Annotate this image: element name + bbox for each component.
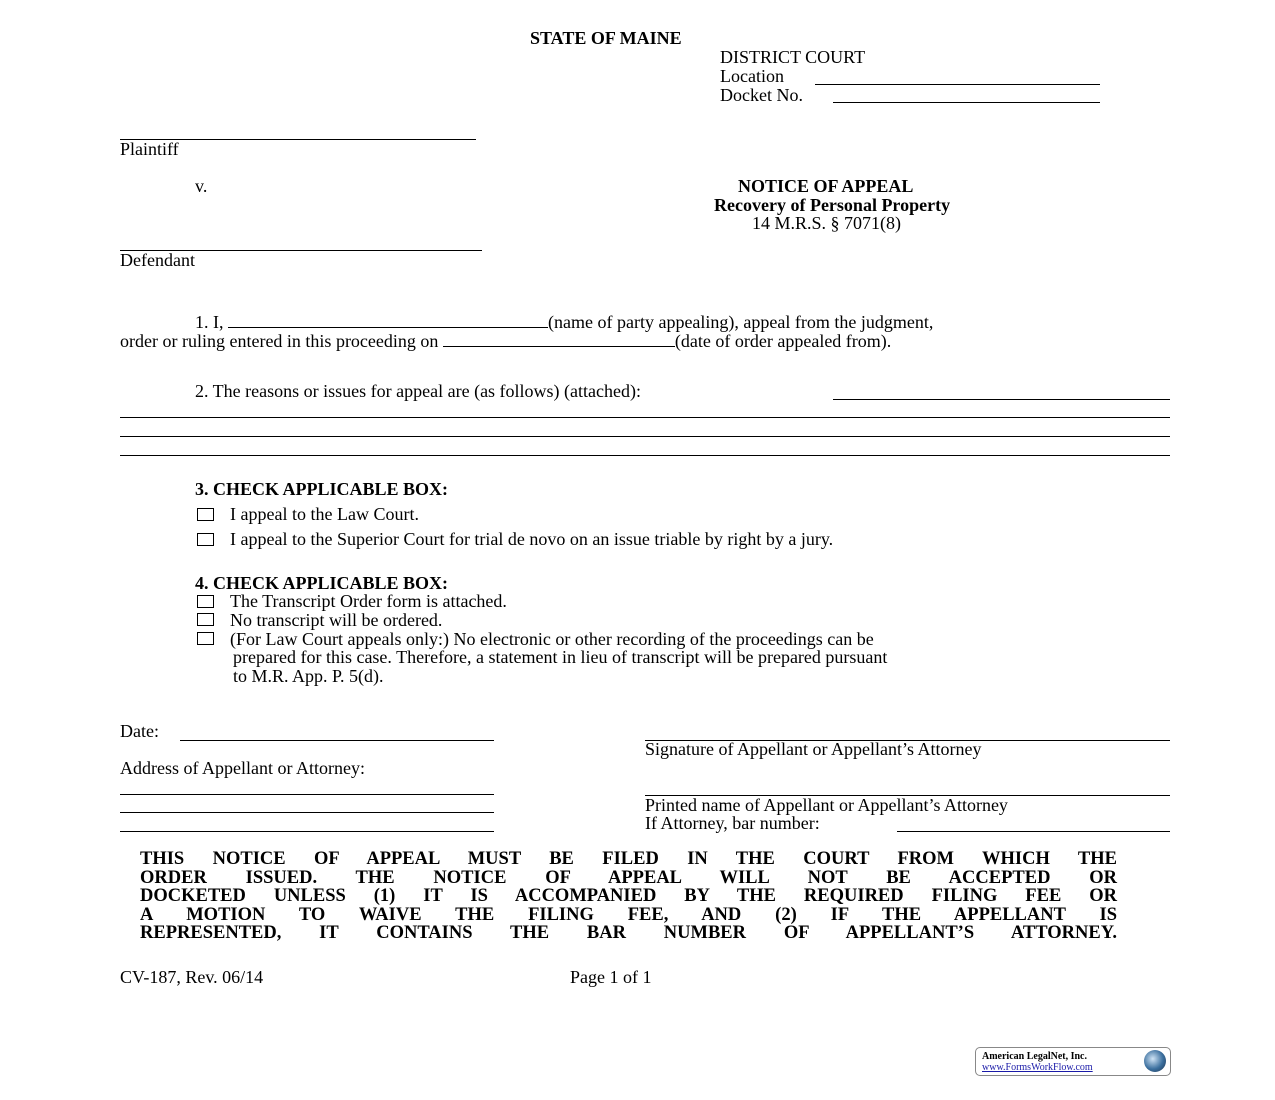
signature-label: Signature of Appellant or Appellant’s Attorney xyxy=(645,739,982,759)
law-court-option: I appeal to the Law Court. xyxy=(230,504,419,524)
docket-field[interactable] xyxy=(833,102,1100,103)
statute-citation: 14 M.R.S. § 7071(8) xyxy=(752,213,902,233)
location-field[interactable] xyxy=(815,84,1100,85)
no-transcript-option: No transcript will be ordered. xyxy=(230,610,443,630)
address-label: Address of Appellant or Attorney: xyxy=(120,758,365,778)
item4-heading: 4. CHECK APPLICABLE BOX: xyxy=(195,573,449,593)
notice-subtitle: Recovery of Personal Property xyxy=(714,195,951,215)
page-number: Page 1 of 1 xyxy=(570,967,652,987)
item3-heading: 3. CHECK APPLICABLE BOX: xyxy=(195,479,449,499)
warning-line: ORDER ISSUED. THE NOTICE OF APPEAL WILL NOT BE ACCEPTED OR xyxy=(140,867,1117,888)
form-number: CV-187, Rev. 06/14 xyxy=(120,967,264,987)
reasons-field-4[interactable] xyxy=(120,455,1170,456)
globe-icon xyxy=(1144,1050,1166,1072)
docket-label: Docket No. xyxy=(720,85,803,105)
logo-company: American LegalNet, Inc. xyxy=(982,1051,1087,1062)
plaintiff-label: Plaintiff xyxy=(120,139,179,159)
superior-court-option: I appeal to the Superior Court for trial de novo on an issue triable by right by a jury. xyxy=(230,529,834,549)
transcript-attached-option: The Transcript Order form is attached. xyxy=(230,591,507,611)
item1-line2-prefix: order or ruling entered in this proceeding on xyxy=(120,331,439,351)
state-heading: STATE OF MAINE xyxy=(530,28,682,48)
item2-text: 2. The reasons or issues for appeal are (as follows) (attached): xyxy=(195,381,642,401)
address-field-1[interactable] xyxy=(120,794,494,795)
court-name: DISTRICT COURT xyxy=(720,47,866,67)
law-court-checkbox[interactable] xyxy=(197,508,214,521)
logo-url-link[interactable]: www.FormsWorkFlow.com xyxy=(982,1062,1093,1073)
item1-line2 xyxy=(120,331,891,351)
order-date-field[interactable] xyxy=(443,332,675,347)
versus-label: v. xyxy=(195,176,208,196)
address-field-2[interactable] xyxy=(120,812,494,813)
warning-line: REPRESENTED, IT CONTAINS THE BAR NUMBER OF APPELLANT’S ATTORNEY. xyxy=(140,923,1117,944)
reasons-field-3[interactable] xyxy=(120,436,1170,437)
party-name-field[interactable] xyxy=(228,313,548,328)
warning-line: THIS NOTICE OF APPEAL MUST BE FILED IN THE COURT FROM WHICH THE xyxy=(140,849,1117,869)
date-label: Date: xyxy=(120,721,159,741)
reasons-field-1[interactable] xyxy=(833,399,1170,400)
location-label: Location xyxy=(720,66,784,86)
notice-title: NOTICE OF APPEAL xyxy=(738,176,914,196)
no-recording-cont-2: to M.R. App. P. 5(d). xyxy=(233,666,384,686)
american-legalnet-logo[interactable] xyxy=(975,1047,1171,1076)
filing-warning xyxy=(140,850,1117,943)
bar-number-label: If Attorney, bar number: xyxy=(645,813,820,833)
printed-name-label: Printed name of Appellant or Appellant’s Attorney xyxy=(645,795,1008,815)
date-field[interactable] xyxy=(180,740,494,741)
reasons-field-2[interactable] xyxy=(120,417,1170,418)
warning-line: DOCKETED UNLESS (1) IT IS ACCOMPANIED BY THE REQUIRED FILING FEE OR xyxy=(140,886,1117,907)
no-transcript-checkbox[interactable] xyxy=(197,613,214,626)
item1-name-hint: (name of party appealing), appeal from the judgment, xyxy=(548,312,934,332)
superior-court-checkbox[interactable] xyxy=(197,533,214,546)
defendant-label: Defendant xyxy=(120,250,195,270)
no-recording-checkbox[interactable] xyxy=(197,632,214,645)
no-recording-cont-1: prepared for this case. Therefore, a statement in lieu of transcript will be prepared pursuant xyxy=(233,647,888,667)
bar-number-field[interactable] xyxy=(897,831,1170,832)
item1-prefix: 1. I, xyxy=(195,312,224,332)
no-recording-option: (For Law Court appeals only:) No electronic or other recording of the proceedings can be xyxy=(230,629,874,649)
item1-date-hint: (date of order appealed from). xyxy=(674,331,892,351)
address-field-3[interactable] xyxy=(120,831,494,832)
item1-line1 xyxy=(195,312,933,332)
transcript-attached-checkbox[interactable] xyxy=(197,595,214,608)
warning-line: A MOTION TO WAIVE THE FILING FEE, AND (2) IF THE APPELLANT IS xyxy=(140,904,1117,925)
